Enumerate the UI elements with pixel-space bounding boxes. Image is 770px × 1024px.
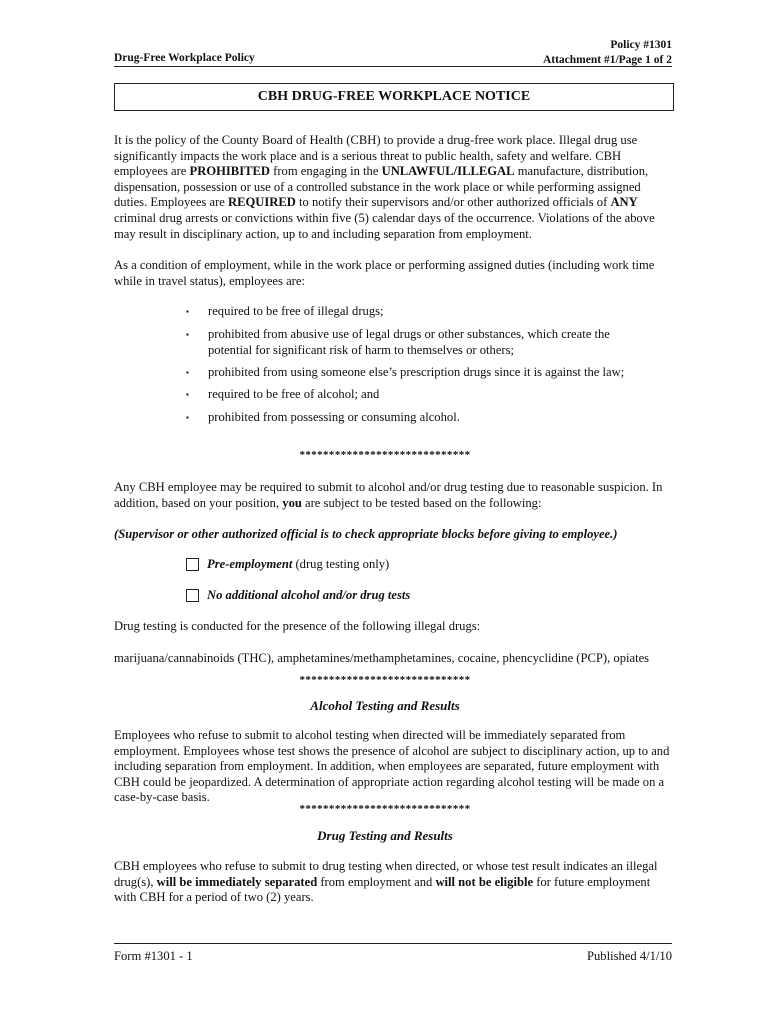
drug-results-paragraph: [114, 859, 674, 906]
text-segment: to notify their supervisors and/or other authorized officials of: [295, 195, 611, 210]
list-item: [186, 387, 626, 403]
policy-paragraph: [114, 133, 674, 242]
list-item: [186, 365, 626, 381]
text-segment: for future employment with CBH for a period of two (2) years.: [114, 874, 651, 905]
text-segment: CBH employees who refuse to submit to drug testing when directed, or whose test result indicates an illegal drug(s),: [114, 859, 658, 889]
drug-list: marijuana/cannabinoids (THC), amphetamines/methamphetamines, cocaine, phencyclidine (PCP), opiates: [114, 651, 650, 665]
bullet-text: prohibited from using someone else’s prescription drugs since it is against the law;: [208, 365, 625, 379]
text-segment: manufacture, distribution, dispensation, possession or use of a controlled substance in the work place or while performing assigned duties. Employees are: [114, 164, 649, 210]
bullet-icon: ▪: [186, 390, 189, 399]
condition-paragraph: As a condition of employment, while in the work place or performing assigned duties (including work time while in travel status), employees are:: [114, 258, 655, 288]
no-additional-tests-label: No additional alcohol and/or drug tests: [207, 588, 411, 602]
stars-divider: *****************************: [299, 449, 471, 461]
alcohol-section-heading: Alcohol Testing and Results: [310, 698, 460, 713]
bullet-text: prohibited from abusive use of legal drugs or other substances, which create the potential for significant risk of harm to themselves or others;: [208, 327, 610, 357]
bullet-icon: ▪: [186, 307, 189, 316]
text-segment: from engaging in the: [270, 164, 382, 179]
bullet-text: required to be free of alcohol; and: [208, 387, 380, 401]
attachment-page: Attachment #1/Page 1 of 2: [542, 54, 672, 66]
stars-divider: *****************************: [299, 803, 471, 815]
drug-section-heading: Drug Testing and Results: [317, 828, 453, 843]
list-item: [186, 327, 626, 358]
policy-number: Policy #1301: [610, 39, 672, 51]
bold-unlawful: UNLAWFUL/ILLEGAL: [381, 164, 515, 179]
label-italic: Pre-employment: [207, 557, 293, 571]
text-segment: It is the policy of the County Board of Health (CBH) to provide a drug-free work place. Illegal drug use significantly impacts the work place and is a serious threat to public health, safety and welfare. CBH employees are: [114, 133, 638, 179]
text-segment: are subject to be tested based on the following:: [301, 495, 542, 510]
alcohol-paragraph: Employees who refuse to submit to alcohol testing when directed will be immediately separated from employment. Employees whose test shows the presence of alcohol are subject to disciplinary action, up to and including separation from employment. In addition, when employees are separated, future employment with CBH could be jeopardized. A determination of appropriate action regarding alcohol testing will be made on a case-by-case basis.: [114, 728, 670, 805]
footer-divider: [114, 943, 672, 944]
text-segment: from employment and: [317, 874, 436, 889]
header-divider: [114, 66, 672, 67]
list-item: [186, 410, 626, 426]
bold-immediately-separated: will be immediately separated: [156, 874, 318, 889]
supervisor-note: (Supervisor or other authorized official is to check appropriate blocks before giving to employee.): [114, 527, 618, 541]
stars-divider: *****************************: [299, 674, 471, 686]
form-number: Form #1301 - 1: [114, 949, 193, 963]
published-date: Published 4/1/10: [586, 949, 672, 963]
bullet-icon: ▪: [186, 330, 189, 339]
pre-employment-label: [207, 557, 389, 572]
header-policy-info: [543, 38, 672, 68]
no-additional-tests-checkbox-row[interactable]: [186, 588, 410, 603]
bold-required: REQUIRED: [228, 195, 296, 210]
no-additional-tests-checkbox[interactable]: [186, 589, 199, 602]
pre-employment-checkbox-row[interactable]: [186, 557, 389, 572]
label-rest: (drug testing only): [292, 557, 390, 571]
bold-you: you: [282, 495, 302, 510]
bullet-text: prohibited from possessing or consuming alcohol.: [208, 410, 460, 424]
bullet-icon: ▪: [186, 368, 189, 377]
bold-any: ANY: [610, 195, 638, 210]
bold-prohibited: PROHIBITED: [189, 164, 271, 179]
pre-employment-checkbox[interactable]: [186, 558, 199, 571]
testing-paragraph: [114, 480, 674, 511]
bold-not-eligible: will not be eligible: [435, 874, 534, 889]
bullet-icon: ▪: [186, 413, 189, 422]
text-segment: criminal drug arrests or convictions within five (5) calendar days of the occurrence. Violations of the above may result in disciplinary action, up to and including separation from employment.: [114, 210, 655, 241]
drug-testing-intro: Drug testing is conducted for the presence of the following illegal drugs:: [114, 619, 481, 633]
text-segment: Any CBH employee may be required to submit to alcohol and/or drug testing due to reasonable suspicion. In addition, based on your position,: [114, 480, 663, 510]
header-policy-name: Drug-Free Workplace Policy: [114, 52, 255, 64]
list-item: [186, 304, 626, 320]
notice-title: CBH DRUG-FREE WORKPLACE NOTICE: [114, 83, 674, 111]
bullet-text: required to be free of illegal drugs;: [208, 304, 384, 318]
